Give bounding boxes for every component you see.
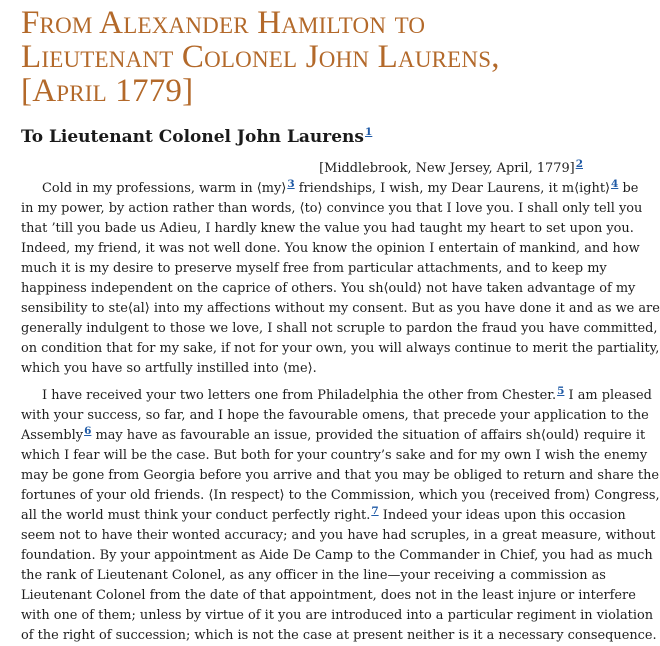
title-line-3: [April 1779] (21, 73, 194, 109)
paragraph-2 (21, 384, 660, 646)
recipient-heading-text: To Lieutenant Colonel John Laurens (21, 127, 364, 147)
paragraph-2-line-5: may be gone from Georgia before you arrive and that you may be obliged to return and share the (21, 468, 660, 483)
paragraph-2-line-3 (21, 424, 646, 446)
paragraph-2-text: I am pleased (564, 388, 652, 403)
footnote-link-6[interactable]: 6 (84, 424, 92, 437)
paragraph-2-line-13: of the right of succession; which is not the case at present neither is it a necessary consequence. (21, 628, 657, 643)
footnote-link-3[interactable]: 3 (287, 177, 295, 190)
paragraph-2-line-7 (21, 504, 626, 526)
paragraph-2-line-11: Lieutenant Colonel from the date of that appointment, does not in the least injure or interfere (21, 588, 636, 603)
paragraph-1-text: friendships, I wish, my Dear Laurens, it m⟨ight⟩ (294, 181, 611, 196)
recipient-heading (21, 127, 583, 147)
paragraph-2-line-6: fortunes of your old friends. ⟨In respect⟩ to the Commission, which you ⟨received from⟩ Congress, (21, 488, 660, 503)
paragraph-1-text: Cold in my professions, warm in ⟨my⟩ (42, 181, 287, 196)
paragraph-1-text: be (618, 181, 639, 196)
paragraph-1-line-7: sensibility to ste⟨al⟩ into my affections without my consent. But as you have done it and as we are (21, 301, 660, 316)
paragraph-2-line-10: the rank of Lieutenant Colonel, as any officer in the line—your receiving a commission as (21, 568, 606, 583)
paragraph-2-text: Assembly (21, 428, 84, 443)
footnote-link-4[interactable]: 4 (611, 177, 619, 190)
paragraph-1 (21, 177, 660, 379)
footnote-link-7[interactable]: 7 (371, 504, 379, 517)
paragraph-1-line-10: which you have so artfully instilled into ⟨me⟩. (21, 361, 317, 376)
paragraph-2-line-4: which I fear will be the case. But both for your country’s sake and for my own I wish the enemy (21, 448, 648, 463)
title-line-1: From Alexander Hamilton to (21, 5, 426, 41)
dateline-text: [Middlebrook, New Jersey, April, 1779] (319, 161, 575, 176)
paragraph-2-line-8: seem not to have their wonted accuracy; and you have had scruples, in a great measure, without (21, 528, 656, 543)
paragraph-1-line-2: in my power, by action rather than words, ⟨to⟩ convince you that I love you. I shall only tell you (21, 201, 643, 216)
paragraph-1-line-5: much it is my desire to preserve myself free from particular attachments, and to keep my (21, 261, 607, 276)
paragraph-1-line-8: generally indulgent to those we love, I shall not scruple to pardon the fraud you have committed, (21, 321, 658, 336)
document-page (21, 5, 660, 646)
paragraph-2-line-9: foundation. By your appointment as Aide De Camp to the Commander in Chief, you had as much (21, 548, 653, 563)
footnote-link-2[interactable]: 2 (575, 157, 583, 170)
paragraph-1-line-3: that ’till you bade us Adieu, I hardly knew the value you had taught my heart to set upon you. (21, 221, 634, 236)
paragraph-1-line-4: Indeed, my friend, it was not well done. You know the opinion I entertain of mankind, and how (21, 241, 640, 256)
footnote-link-5[interactable]: 5 (557, 384, 565, 397)
paragraph-2-line-1 (21, 384, 652, 406)
paragraph-2-line-2: with your success, so far, and I hope the favourable omens, that precede your application to the (21, 408, 649, 423)
paragraph-2-text: Indeed your ideas upon this occasion (378, 508, 626, 523)
document-title (21, 6, 583, 108)
title-line-2: Lieutenant Colonel John Laurens, (21, 39, 500, 75)
paragraph-1-line-1 (21, 177, 639, 199)
paragraph-2-line-12: with one of them; unless by virtue of it you are introduced into a particular regiment in violation (21, 608, 654, 623)
paragraph-1-line-9: on condition that for my sake, if not for your own, you will always continue to merit the partiality, (21, 341, 660, 356)
dateline (21, 159, 583, 179)
paragraph-2-text: may have as favourable an issue, provided the situation of affairs sh⟨ould⟩ require it (91, 428, 646, 443)
paragraph-2-text: all the world must think your conduct perfectly right. (21, 508, 371, 523)
footnote-link-1[interactable]: 1 (365, 126, 373, 139)
paragraph-2-text: I have received your two letters one from Philadelphia the other from Chester. (42, 388, 557, 403)
paragraph-1-line-6: happiness independent on the caprice of others. You sh⟨ould⟩ not have taken advantage of my (21, 281, 636, 296)
